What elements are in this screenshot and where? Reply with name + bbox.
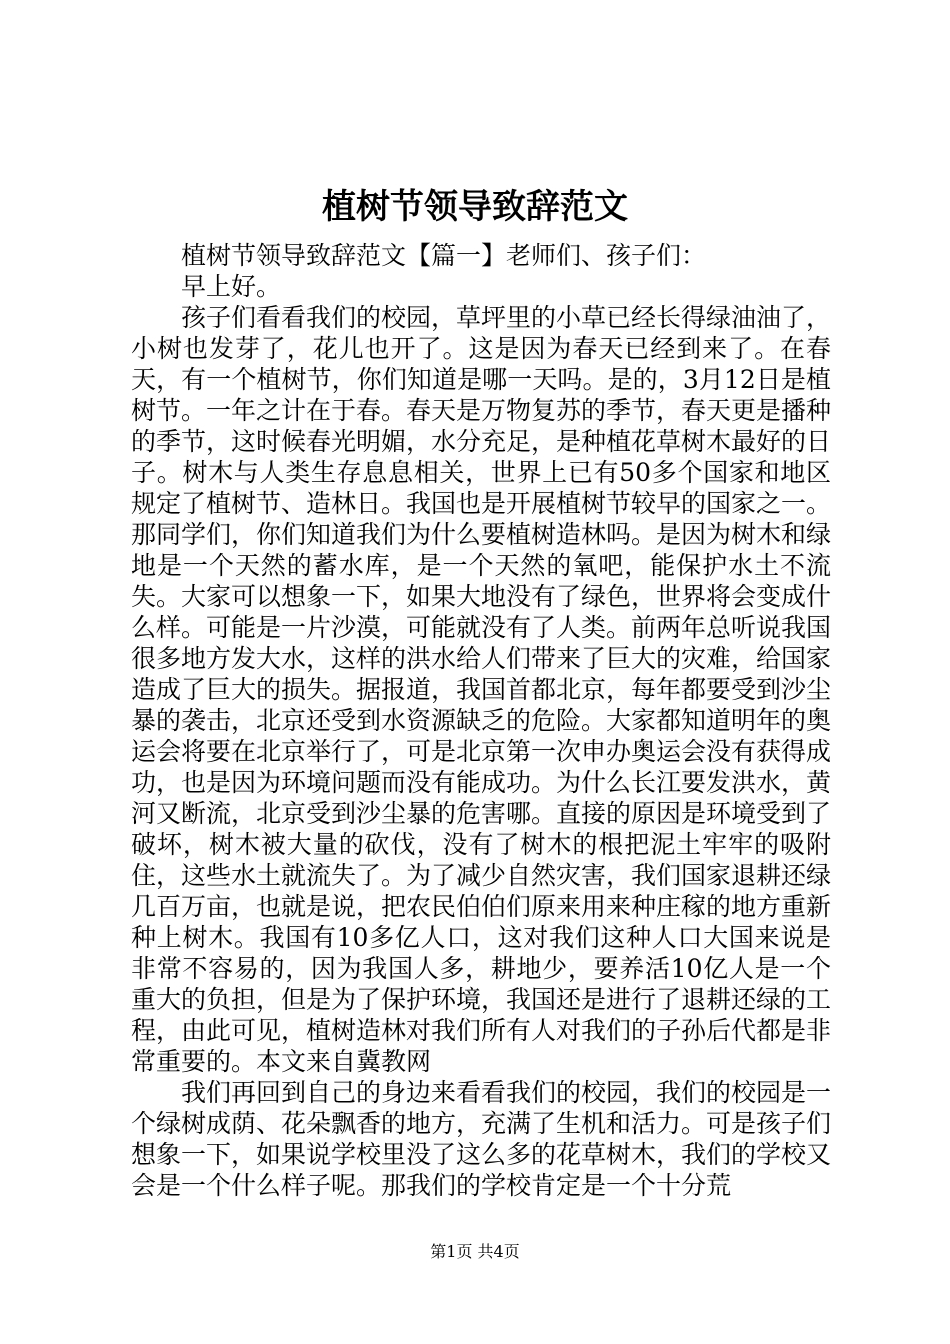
paragraph-main-body: 孩子们看看我们的校园，草坪里的小草已经长得绿油油了，小树也发芽了，花儿也开了。这是因为春天已经到来了。在春天，有一个植树节，你们知道是哪一天吗。是的，3月12日是植树节。一年之计在于春。春天是万物复苏的季节，春天更是播种的季节，这时候春光明媚，水分充足，是种植花草树木最好的日子。树木与人类生存息息相关，世界上已有50多个国家和地区规定了植树节、造林日。我国也是开展植树节较早的国家之一。那同学们，你们知道我们为什么要植树造林吗。是因为树木和绿地是一个天然的蓄水库，是一个天然的氧吧，能保护水土不流失。大家可以想象一下，如果大地没有了绿色，世界将会变成什么样。可能是一片沙漠，可能就没有了人类。前两年总听说我国很多地方发大水，这样的洪水给人们带来了巨大的灾难，给国家造成了巨大的损失。据报道，我国首都北京，每年都要受到沙尘暴的袭击，北京还受到水资源缺乏的危险。大家都知道明年的奥运会将要在北京举行了，可是北京第一次申办奥运会没有获得成功，也是因为环境问题而没有能成功。为什么长江要发洪水，黄河又断流，北京受到沙尘暴的危害哪。直接的原因是环境受到了破坏，树木被大量的砍伐，没有了树木的根把泥土牢牢的吸附住，这些水土就流失了。为了减少自然灾害，我们国家退耕还绿几百万亩，也就是说，把农民伯伯们原来用来种庄稼的地方重新种上树木。我国有10多亿人口，这对我们这种人口大国来说是非常不容易的，因为我国人多，耕地少，要养活10亿人是一个重大的负担，但是为了保护环境，我国还是进行了退耕还绿的工程，由此可见，植树造林对我们所有人对我们的子孙后代都是非常重要的。本文来自冀教网 bbox=[131, 303, 832, 1076]
document-body bbox=[131, 240, 831, 1201]
page-number-footer: 第1页 共4页 bbox=[430, 1242, 520, 1261]
paragraph-good-morning: 早上好。 bbox=[181, 272, 282, 301]
document-title: 植树节领导致辞范文 bbox=[322, 187, 628, 227]
paragraph-campus: 我们再回到自己的身边来看看我们的校园，我们的校园是一个绿树成荫、花朵飘香的地方，充满了生机和活力。可是孩子们想象一下，如果说学校里没了这么多的花草树木，我们的学校又会是一个什么样子呢。那我们的学校肯定是一个十分荒 bbox=[131, 1078, 832, 1200]
paragraph-greeting-line: 植树节领导致辞范文【篇一】老师们、孩子们： bbox=[181, 241, 707, 270]
